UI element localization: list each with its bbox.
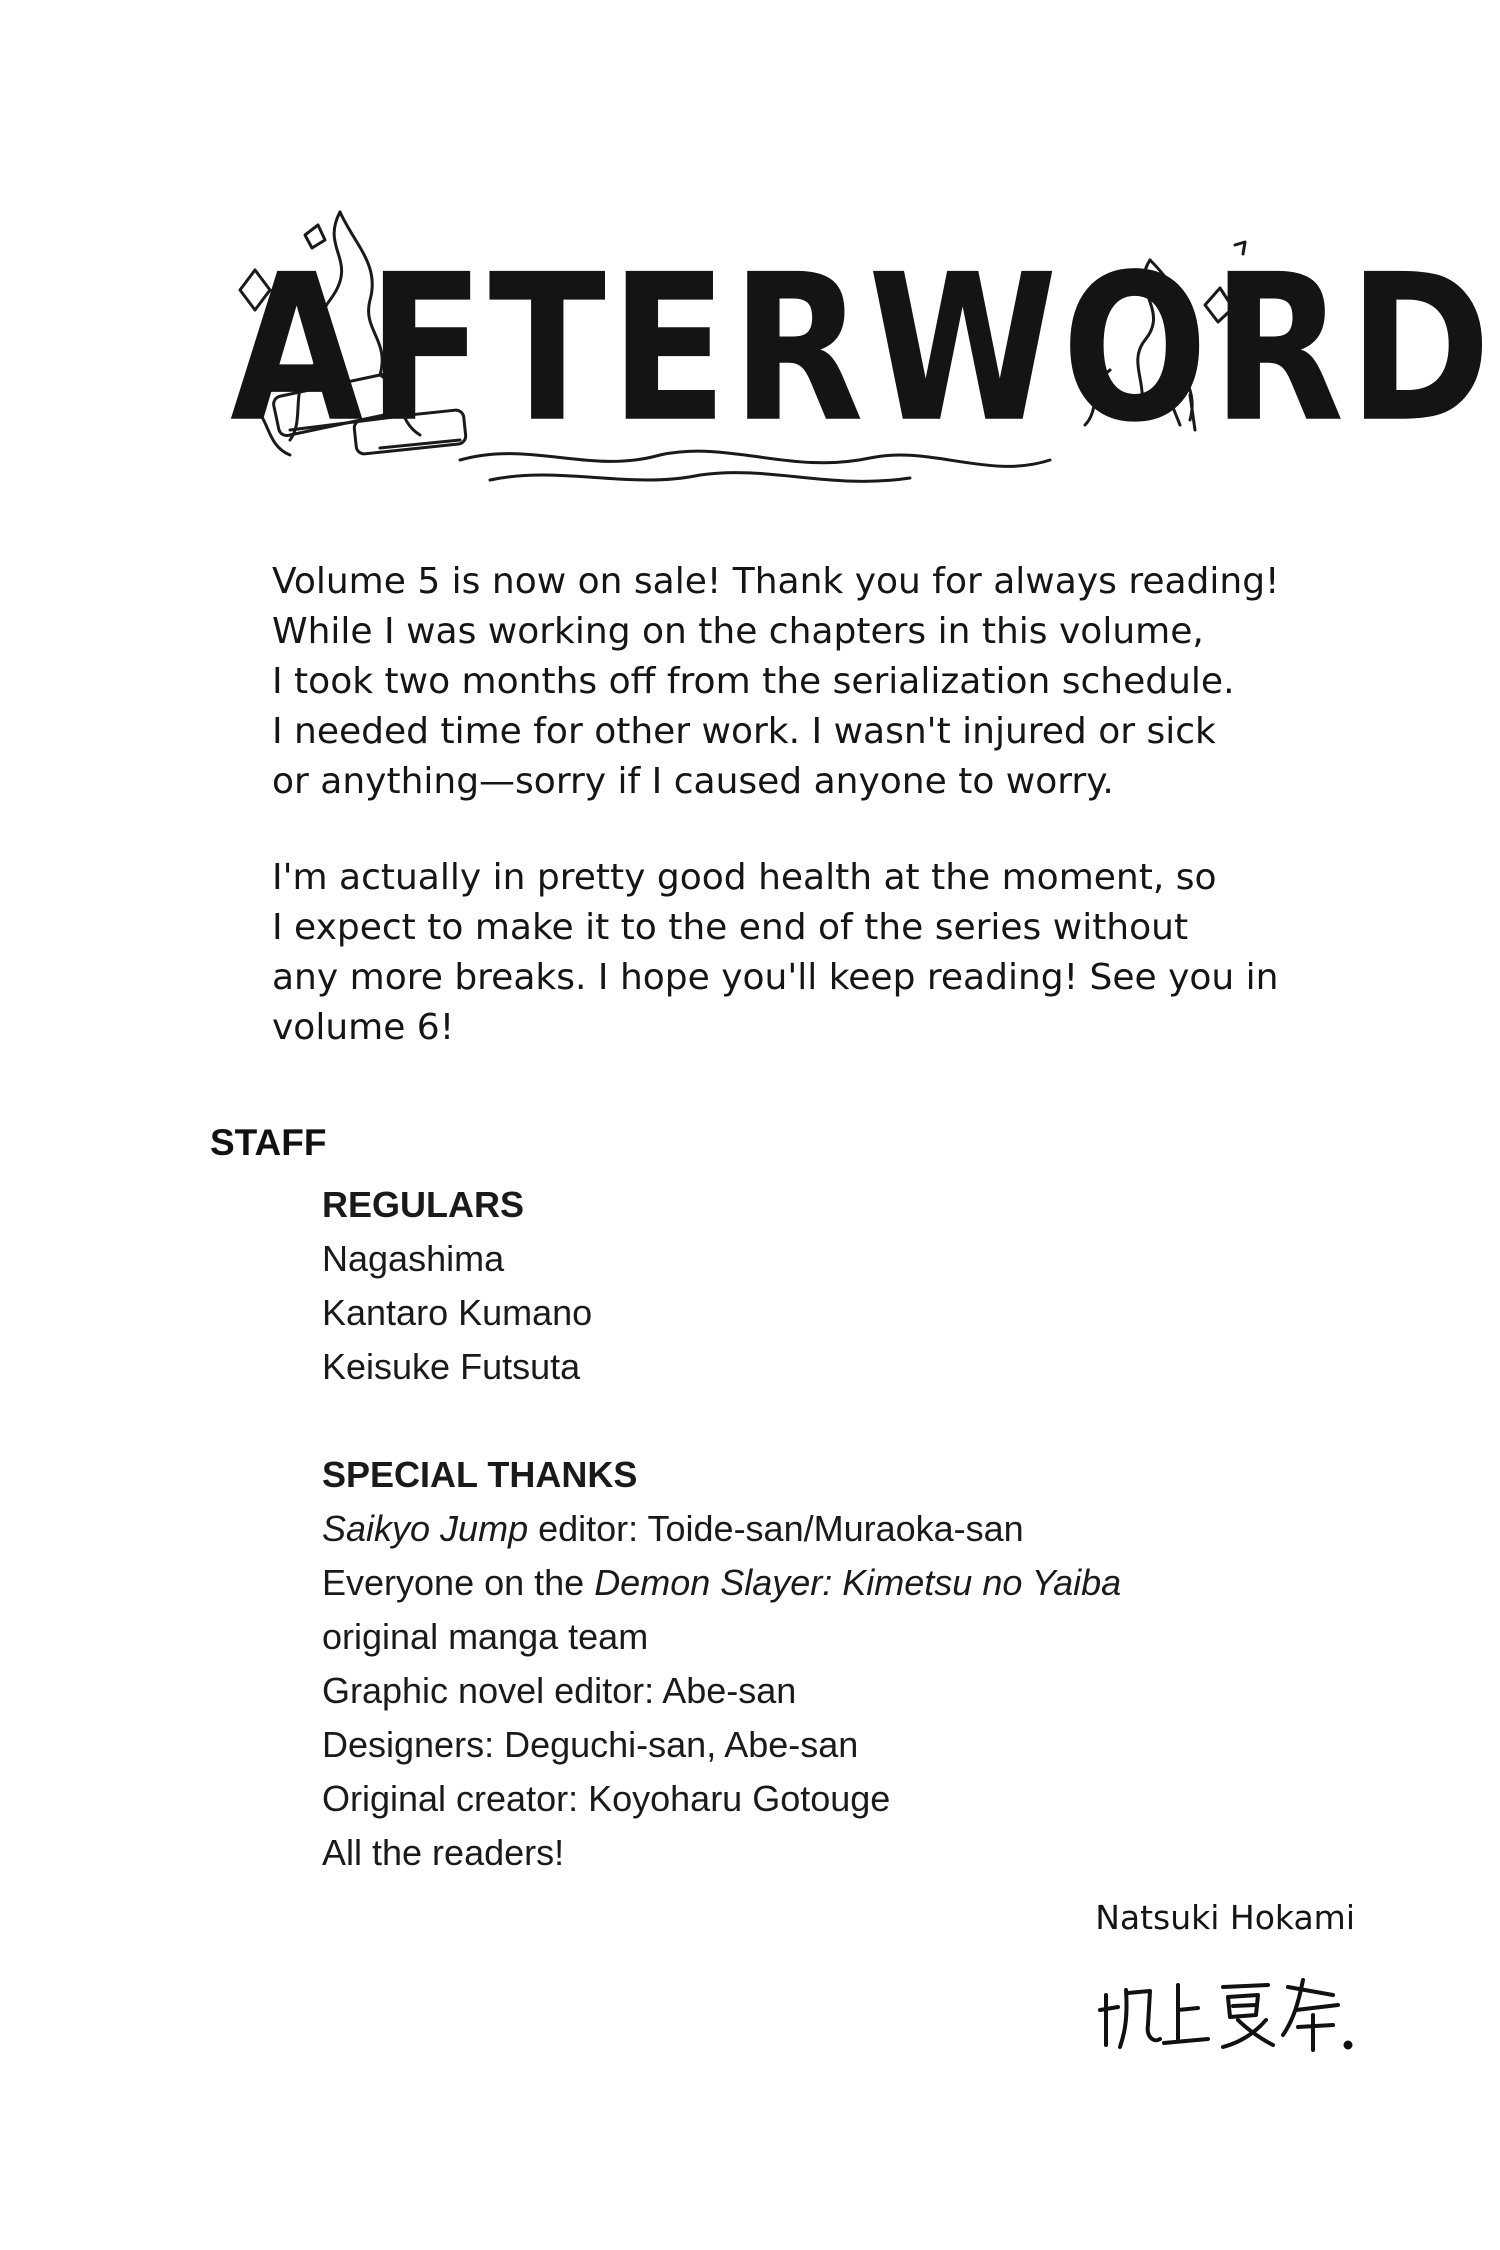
thanks-line: All the readers!	[322, 1832, 565, 1873]
special-thanks-heading: SPECIAL THANKS	[322, 1454, 638, 1495]
regular-name: Keisuke Futsuta	[322, 1346, 581, 1387]
message-paragraph: I'm actually in pretty good health at the moment, so I expect to make it to the end of the series without any more breaks. I hope you'll keep reading! See you in volume 6!	[272, 857, 1279, 1048]
thanks-line: original manga team	[322, 1616, 649, 1657]
message-paragraph: Volume 5 is now on sale! Thank you for always reading! While I was working on the chapters in this volume, I took two months off from the serialization schedule. I needed time for other work. I wasn't injured or sick or anything—sorry if I caused anyone to worry.	[272, 561, 1280, 802]
magazine-title: Saikyo Jump	[322, 1508, 529, 1549]
signature-icon	[1098, 1965, 1358, 2055]
thanks-line	[322, 1502, 1322, 1556]
thanks-text: editor: Toide-san/Muraoka-san	[528, 1508, 1024, 1549]
regulars-heading: REGULARS	[322, 1184, 525, 1225]
thanks-line: Graphic novel editor: Abe-san	[322, 1670, 797, 1711]
regular-name: Kantaro Kumano	[322, 1292, 593, 1333]
afterword-message	[272, 557, 1292, 1099]
series-title: Demon Slayer: Kimetsu no Yaiba	[594, 1562, 1122, 1603]
page-title: AFTERWORD	[230, 230, 1496, 468]
thanks-text: Everyone on the	[322, 1562, 595, 1603]
afterword-title-art	[230, 190, 1496, 500]
regular-name: Nagashima	[322, 1238, 505, 1279]
spacer	[322, 1394, 1322, 1448]
staff-credits	[322, 1178, 1322, 1880]
staff-heading: STAFF	[210, 1122, 327, 1163]
thanks-line: Original creator: Koyoharu Gotouge	[322, 1778, 891, 1819]
handwritten-signature	[1098, 1965, 1358, 2055]
thanks-line	[322, 1556, 1322, 1610]
thanks-line: Designers: Deguchi-san, Abe-san	[322, 1724, 859, 1765]
author-name: Natsuki Hokami	[1095, 1898, 1355, 1937]
